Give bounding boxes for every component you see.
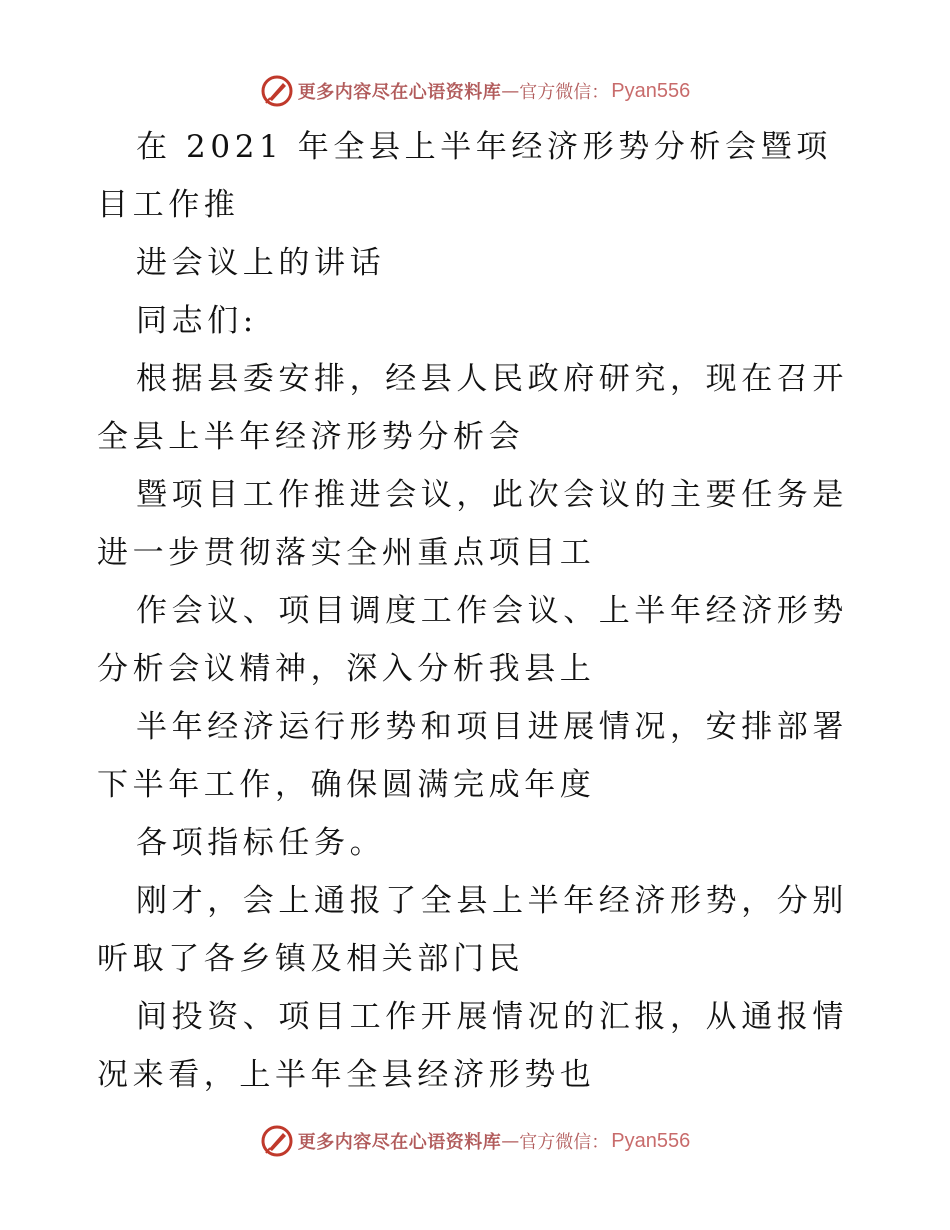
quill-pen-logo-icon [260,1124,294,1158]
quill-pen-logo-icon [260,74,294,108]
paragraph-title-line1: 在 2021 年全县上半年经济形势分析会暨项目工作推 [97,129,832,223]
banner-separator: — [501,1130,520,1152]
paragraph-title-line2: 进会议上的讲话 [136,245,386,281]
paragraph-body: 刚才，会上通报了全县上半年经济形势，分别听取了各乡镇及相关部门民 [97,883,848,977]
banner-main-text: 更多内容尽在心语资料库 [297,82,502,103]
paragraph-body: 根据县委安排，经县人民政府研究，现在召开全县上半年经济形势分析会 [97,361,848,455]
banner-wechat-id: Pyan556 [611,1129,691,1152]
paragraph-body: 作会议、项目调度工作会议、上半年经济形势分析会议精神，深入分析我县上 [97,593,848,687]
paragraph-salutation: 同志们: [136,303,258,339]
document-body [97,118,857,1104]
banner-separator: — [501,80,520,102]
paragraph-body: 半年经济运行形势和项目进展情况，安排部署下半年工作，确保圆满完成年度 [97,709,848,803]
paragraph-body: 各项指标任务。 [136,825,386,861]
footer-banner [0,1121,950,1161]
banner-main-text: 更多内容尽在心语资料库 [297,1132,502,1153]
paragraph-body: 暨项目工作推进会议，此次会议的主要任务是进一步贯彻落实全州重点项目工 [97,477,848,571]
banner-wechat-id: Pyan556 [611,79,691,102]
banner-sub-text: 官方微信： [519,1132,610,1153]
header-banner [0,71,950,111]
banner-sub-text: 官方微信： [519,82,610,103]
paragraph-body: 间投资、项目工作开展情况的汇报，从通报情况来看，上半年全县经济形势也 [97,999,848,1093]
